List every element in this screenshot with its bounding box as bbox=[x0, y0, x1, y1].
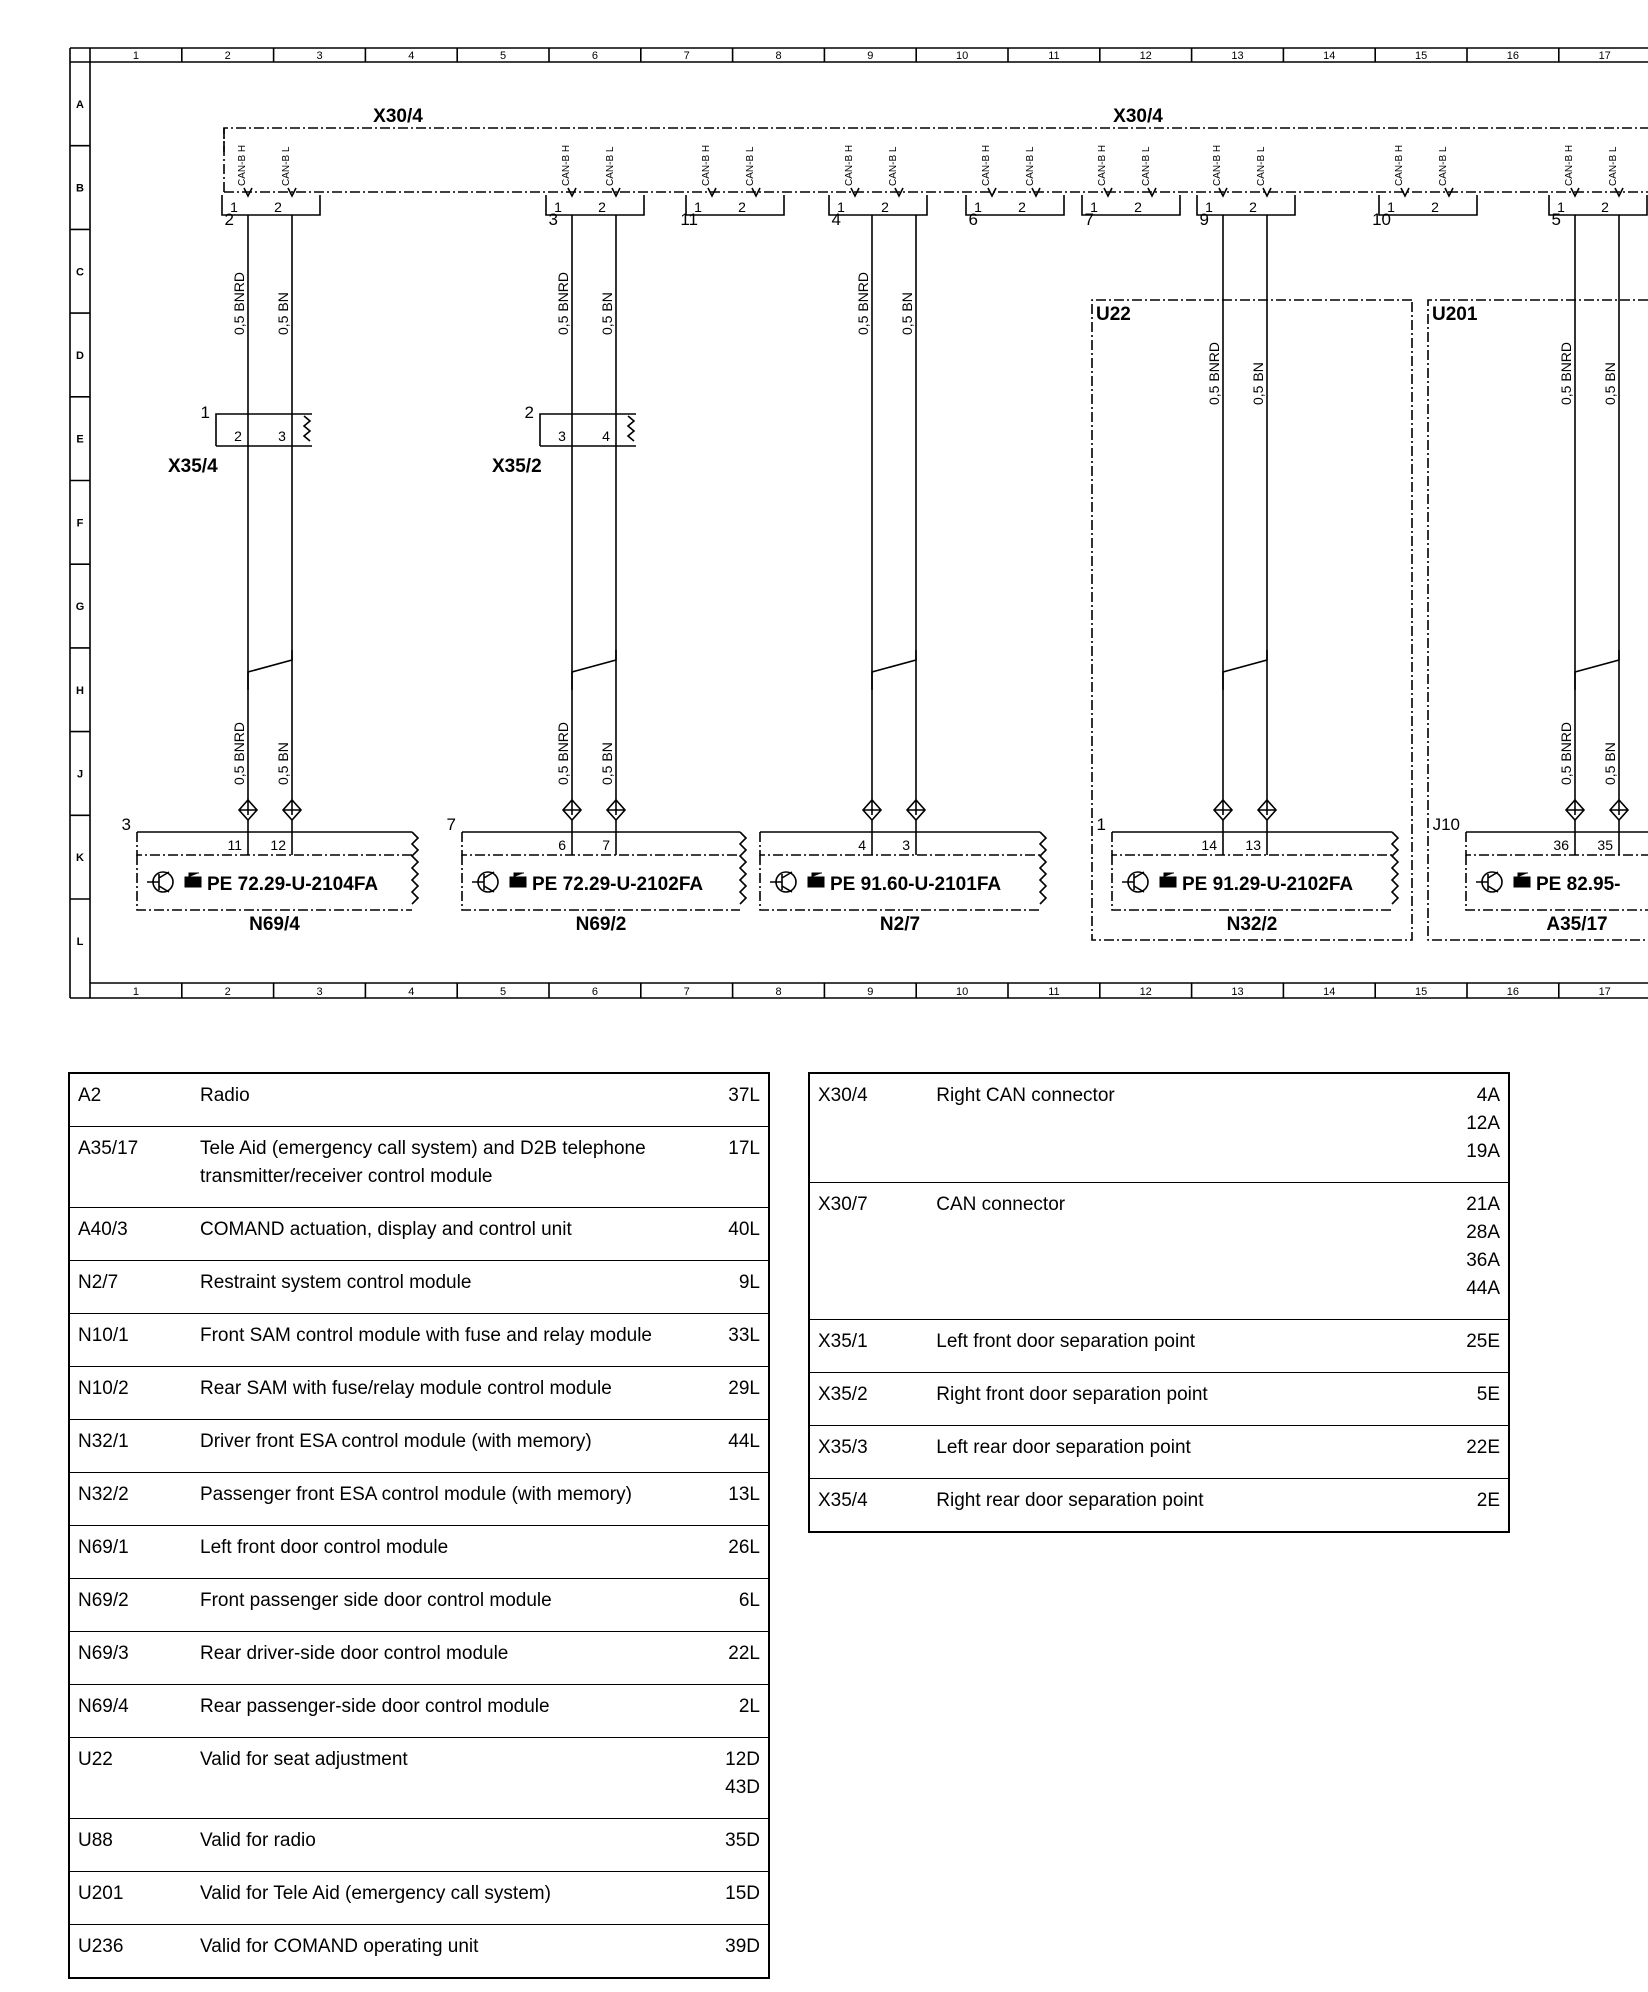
connector-position-number: 10 bbox=[1372, 210, 1391, 229]
grid-column-label: 17 bbox=[1598, 50, 1611, 62]
connector-position-number: 7 bbox=[1084, 210, 1094, 229]
connector-pin-number: 1 bbox=[1205, 199, 1213, 215]
grid-column-label: 7 bbox=[683, 986, 690, 998]
grid-column-label: 14 bbox=[1323, 50, 1336, 62]
legend-row bbox=[69, 1819, 769, 1872]
legend-reference: 37L bbox=[694, 1073, 769, 1127]
connector-label: X30/4 bbox=[373, 106, 423, 127]
legend-row bbox=[809, 1373, 1509, 1426]
legend-description: Tele Aid (emergency call system) and D2B telephone transmitter/receiver control module bbox=[194, 1127, 694, 1208]
legend-reference: 5E bbox=[1436, 1373, 1509, 1426]
connector-pin-number: 1 bbox=[230, 199, 238, 215]
grid-column-label: 15 bbox=[1414, 50, 1428, 62]
pointer-hand-icon bbox=[1160, 873, 1176, 887]
legend-code: U22 bbox=[69, 1738, 194, 1819]
grid-row-label: K bbox=[76, 852, 84, 865]
connector-position-number: 6 bbox=[968, 210, 978, 229]
legend-code: X30/4 bbox=[809, 1073, 930, 1183]
wire-twist-mark bbox=[872, 650, 916, 690]
legend-reference: 22E bbox=[1436, 1426, 1509, 1479]
module-number: J10 bbox=[1432, 815, 1460, 834]
grid-column-label: 14 bbox=[1323, 986, 1336, 998]
grid-column-label: 9 bbox=[867, 50, 874, 62]
connector-pin-number: 2 bbox=[1134, 199, 1142, 215]
wire-label-top: 0,5 BN bbox=[1250, 362, 1266, 405]
legend-reference: 2L bbox=[694, 1685, 769, 1738]
legend-code: A40/3 bbox=[69, 1208, 194, 1261]
grid-column-label: 9 bbox=[867, 986, 874, 998]
connector-pin-group bbox=[680, 145, 784, 229]
legend-description: Right front door separation point bbox=[930, 1373, 1435, 1426]
pointer-hand-icon bbox=[510, 873, 526, 887]
wire-label-bottom: 0,5 BNRD bbox=[1558, 721, 1574, 785]
wire-label-top: 0,5 BN bbox=[1602, 362, 1618, 405]
connector-pin-name: CAN-B H bbox=[701, 144, 712, 186]
connector-pin-group bbox=[222, 145, 320, 229]
connector-pin-number: 2 bbox=[738, 199, 746, 215]
connector-pin-name: CAN-B H bbox=[844, 144, 855, 186]
module-pin-number: 13 bbox=[1245, 837, 1261, 853]
connector-pin-name: CAN-B L bbox=[605, 146, 616, 186]
validity-box-label: U201 bbox=[1432, 304, 1478, 325]
transistor-icon-detail bbox=[1476, 872, 1498, 892]
separation-pin: 2 bbox=[234, 428, 242, 444]
separation-point-frame bbox=[540, 414, 636, 446]
wire-label-bottom: 0,5 BN bbox=[599, 742, 615, 785]
legend-description: Radio bbox=[194, 1073, 694, 1127]
legend-description: Right rear door separation point bbox=[930, 1479, 1435, 1533]
legend-description: Passenger front ESA control module (with memory) bbox=[194, 1473, 694, 1526]
module-reference: PE 91.60-U-2101FA bbox=[830, 874, 1002, 895]
grid-column-label: 6 bbox=[591, 50, 598, 62]
legend-description: Valid for radio bbox=[194, 1819, 694, 1872]
legend-code: N69/4 bbox=[69, 1685, 194, 1738]
connector-position-number: 11 bbox=[680, 210, 698, 229]
legend-description: Restraint system control module bbox=[194, 1261, 694, 1314]
legend-reference: 25E bbox=[1436, 1320, 1509, 1373]
legend-row bbox=[69, 1420, 769, 1473]
connector-pin-name: CAN-B L bbox=[888, 146, 899, 186]
legend-code: N69/3 bbox=[69, 1632, 194, 1685]
legend-code: X35/4 bbox=[809, 1479, 930, 1533]
connector-position-number: 4 bbox=[831, 210, 841, 229]
grid-row-label: B bbox=[76, 182, 84, 195]
legend-row bbox=[809, 1073, 1509, 1183]
legend-row bbox=[69, 1579, 769, 1632]
legend-description: Left rear door separation point bbox=[930, 1426, 1435, 1479]
connector-pin-number: 2 bbox=[274, 199, 282, 215]
legend-code: A35/17 bbox=[69, 1127, 194, 1208]
wire-pair bbox=[1558, 215, 1628, 820]
connector-pin-number: 1 bbox=[554, 199, 562, 215]
legend-row bbox=[69, 1685, 769, 1738]
connector-pin-name: CAN-B H bbox=[237, 144, 248, 186]
module-pin-number: 6 bbox=[558, 837, 566, 853]
connector-x30-4 bbox=[222, 106, 1648, 229]
connector-pin-name: CAN-B H bbox=[561, 144, 572, 186]
separation-point-label: X35/2 bbox=[492, 456, 542, 477]
pointer-hand-icon bbox=[1514, 873, 1530, 887]
connector-pin-name: CAN-B L bbox=[281, 146, 292, 186]
wire-label-bottom: 0,5 BNRD bbox=[555, 721, 571, 785]
connector-label: X30/4 bbox=[1113, 106, 1163, 127]
legend-description: Valid for Tele Aid (emergency call system) bbox=[194, 1872, 694, 1925]
connector-pin-number: 1 bbox=[1090, 199, 1098, 215]
grid-column-label: 11 bbox=[1048, 986, 1060, 998]
transistor-icon-detail bbox=[472, 872, 494, 892]
module-pin-number: 35 bbox=[1597, 837, 1613, 853]
legend-description: Left front door separation point bbox=[930, 1320, 1435, 1373]
connector-position-number: 2 bbox=[224, 210, 234, 229]
grid-column-label: 1 bbox=[132, 50, 139, 62]
grid-column-label: 6 bbox=[591, 986, 598, 998]
pointer-hand-icon bbox=[185, 873, 201, 887]
wire-label-top: 0,5 BNRD bbox=[1206, 341, 1222, 405]
module-pin-number: 4 bbox=[858, 837, 866, 853]
connector-pin-group bbox=[1372, 145, 1477, 229]
separation-pin: 3 bbox=[558, 428, 566, 444]
wire-label-bottom: 0,5 BNRD bbox=[231, 721, 247, 785]
wire-pair bbox=[231, 215, 301, 820]
legend-row bbox=[809, 1183, 1509, 1320]
legend-row bbox=[69, 1872, 769, 1925]
grid-column-label: 5 bbox=[500, 986, 507, 998]
wire-label-bottom: 0,5 BN bbox=[275, 742, 291, 785]
module-pin-number: 14 bbox=[1201, 837, 1217, 853]
wire-label-top: 0,5 BN bbox=[599, 292, 615, 335]
legend-description: CAN connector bbox=[930, 1183, 1435, 1320]
module-zigzag bbox=[1392, 832, 1398, 904]
transistor-icon-detail bbox=[770, 872, 792, 892]
connector-pin-mark bbox=[1263, 188, 1271, 196]
module-reference: PE 91.29-U-2102FA bbox=[1182, 874, 1354, 895]
module-name: N32/2 bbox=[1226, 914, 1278, 935]
legend-description: COMAND actuation, display and control unit bbox=[194, 1208, 694, 1261]
legend-reference: 21A 28A 36A 44A bbox=[1436, 1183, 1509, 1320]
control-module bbox=[760, 820, 1046, 935]
legend-description: Rear passenger-side door control module bbox=[194, 1685, 694, 1738]
connector-pin-mark bbox=[1401, 188, 1409, 196]
legend-row bbox=[69, 1632, 769, 1685]
legend-description: Rear driver-side door control module bbox=[194, 1632, 694, 1685]
connector-pin-name: CAN-B L bbox=[1256, 146, 1267, 186]
legend-code: X35/3 bbox=[809, 1426, 930, 1479]
connector-pin-number: 1 bbox=[1557, 199, 1565, 215]
legend-reference: 15D bbox=[694, 1872, 769, 1925]
module-zigzag bbox=[412, 832, 418, 904]
legend-code: N2/7 bbox=[69, 1261, 194, 1314]
grid-column-label: 2 bbox=[224, 50, 231, 62]
legend-description: Rear SAM with fuse/relay module control module bbox=[194, 1367, 694, 1420]
grid-row-label: J bbox=[76, 768, 84, 781]
legend-description: Left front door control module bbox=[194, 1526, 694, 1579]
legend-code: A2 bbox=[69, 1073, 194, 1127]
validity-box-label: U22 bbox=[1096, 304, 1131, 325]
legend-code: N69/1 bbox=[69, 1526, 194, 1579]
control-module bbox=[1433, 815, 1648, 935]
legend-description: Front passenger side door control module bbox=[194, 1579, 694, 1632]
legend-description: Right CAN connector bbox=[930, 1073, 1435, 1183]
legend-reference: 22L bbox=[694, 1632, 769, 1685]
grid-column-label: 10 bbox=[955, 50, 969, 62]
legend-description: Driver front ESA control module (with memory) bbox=[194, 1420, 694, 1473]
transistor-icon-detail bbox=[1122, 872, 1144, 892]
legend-reference: 9L bbox=[694, 1261, 769, 1314]
connector-pin-name: CAN-B H bbox=[1564, 144, 1575, 186]
legend-row bbox=[69, 1073, 769, 1127]
connector-pin-group bbox=[1197, 145, 1295, 229]
module-number: 3 bbox=[121, 815, 131, 834]
legend-row bbox=[69, 1314, 769, 1367]
separation-point bbox=[168, 403, 312, 477]
wire-label-top: 0,5 BNRD bbox=[1558, 341, 1574, 405]
grid-column-label: 12 bbox=[1139, 50, 1152, 62]
module-outline-top bbox=[760, 832, 1040, 855]
legend-reference: 13L bbox=[694, 1473, 769, 1526]
modules-layer bbox=[122, 815, 1648, 935]
separation-zigzag bbox=[628, 416, 634, 441]
grid-row-label: D bbox=[76, 349, 84, 362]
grid-column-label: 8 bbox=[775, 986, 782, 998]
grid-column-label: 16 bbox=[1506, 50, 1520, 62]
legend-reference: 26L bbox=[694, 1526, 769, 1579]
legend-reference: 17L bbox=[694, 1127, 769, 1208]
grid-row-label: H bbox=[76, 684, 84, 697]
legend-row bbox=[809, 1320, 1509, 1373]
separation-zigzag bbox=[304, 416, 310, 441]
module-reference: PE 82.95- bbox=[1536, 874, 1621, 895]
connector-pin-name: CAN-B L bbox=[1608, 146, 1619, 186]
grid-column-label: 5 bbox=[500, 50, 507, 62]
connector-pin-name: CAN-B L bbox=[1438, 146, 1449, 186]
connector-position-number: 5 bbox=[1551, 210, 1561, 229]
legend-table-connectors bbox=[808, 1072, 1510, 1533]
connector-pin-number: 2 bbox=[1431, 199, 1439, 215]
separation-pin: 4 bbox=[602, 428, 610, 444]
legend-reference: 44L bbox=[694, 1420, 769, 1473]
legend-reference: 39D bbox=[694, 1925, 769, 1979]
wire-pair bbox=[1206, 215, 1276, 820]
module-number: 7 bbox=[446, 815, 456, 834]
module-name: N69/4 bbox=[249, 914, 300, 935]
grid-row-label: C bbox=[76, 266, 84, 279]
legend-row bbox=[69, 1738, 769, 1819]
grid-column-label: 13 bbox=[1231, 50, 1244, 62]
connector-pin-number: 1 bbox=[694, 199, 702, 215]
legend-description: Valid for COMAND operating unit bbox=[194, 1925, 694, 1979]
legend-code: N32/1 bbox=[69, 1420, 194, 1473]
connector-pin-name: CAN-B H bbox=[981, 144, 992, 186]
grid-column-label: 17 bbox=[1598, 986, 1611, 998]
connector-pin-name: CAN-B L bbox=[1025, 146, 1036, 186]
module-zigzag bbox=[740, 832, 746, 904]
connector-pin-number: 1 bbox=[974, 199, 982, 215]
legend-reference: 35D bbox=[694, 1819, 769, 1872]
legend-reference: 40L bbox=[694, 1208, 769, 1261]
control-module bbox=[1097, 815, 1398, 935]
legend-row bbox=[69, 1526, 769, 1579]
grid-column-label: 4 bbox=[408, 986, 415, 998]
connector-pin-group bbox=[966, 145, 1064, 229]
module-pin-number: 7 bbox=[602, 837, 610, 853]
legend-description: Valid for seat adjustment bbox=[194, 1738, 694, 1819]
wire-label-top: 0,5 BNRD bbox=[855, 271, 871, 335]
grid-row-label: G bbox=[75, 601, 85, 614]
legend-code: X35/2 bbox=[809, 1373, 930, 1426]
separation-point-frame bbox=[216, 414, 312, 446]
legend-code: N32/2 bbox=[69, 1473, 194, 1526]
connector-position-number: 9 bbox=[1199, 210, 1209, 229]
legend-code: X30/7 bbox=[809, 1183, 930, 1320]
connector-pin-mark bbox=[988, 188, 996, 196]
connector-pin-number: 2 bbox=[881, 199, 889, 215]
grid-column-label: 2 bbox=[224, 986, 231, 998]
legend-reference: 2E bbox=[1436, 1479, 1509, 1533]
connector-pin-group bbox=[1082, 145, 1180, 229]
connector-pin-name: CAN-B H bbox=[1212, 144, 1223, 186]
wire-label-top: 0,5 BNRD bbox=[231, 271, 247, 335]
legend-row bbox=[69, 1127, 769, 1208]
legend-row bbox=[809, 1479, 1509, 1533]
module-pin-number: 36 bbox=[1553, 837, 1569, 853]
grid-column-label: 3 bbox=[316, 50, 323, 62]
connector-pin-group bbox=[1549, 145, 1647, 229]
legend-code: U236 bbox=[69, 1925, 194, 1979]
module-pin-number: 12 bbox=[270, 837, 286, 853]
connector-pin-name: CAN-B H bbox=[1097, 144, 1108, 186]
legend-reference: 4A 12A 19A bbox=[1436, 1073, 1509, 1183]
transistor-icon-detail bbox=[147, 872, 169, 892]
wire-label-top: 0,5 BNRD bbox=[555, 271, 571, 335]
wire-twist-mark bbox=[1575, 650, 1619, 690]
grid-column-label: 3 bbox=[316, 986, 323, 998]
module-reference: PE 72.29-U-2102FA bbox=[532, 874, 704, 895]
legend-reference: 29L bbox=[694, 1367, 769, 1420]
grid-column-label: 10 bbox=[955, 986, 969, 998]
legend-row bbox=[69, 1473, 769, 1526]
wire-twist-mark bbox=[572, 650, 616, 690]
legend-description: Front SAM control module with fuse and relay module bbox=[194, 1314, 694, 1367]
wire-twist-mark bbox=[248, 650, 292, 690]
grid-column-label: 13 bbox=[1231, 986, 1244, 998]
separation-point-number: 2 bbox=[524, 403, 534, 422]
legend-row bbox=[809, 1426, 1509, 1479]
connector-pin-number: 1 bbox=[837, 199, 845, 215]
connector-pin-name: CAN-B L bbox=[1141, 146, 1152, 186]
connector-pin-group bbox=[829, 145, 927, 229]
legend-row bbox=[69, 1367, 769, 1420]
grid-column-label: 1 bbox=[132, 986, 139, 998]
separation-point bbox=[492, 403, 636, 477]
connector-pin-name: CAN-B L bbox=[745, 146, 756, 186]
module-pin-number: 3 bbox=[902, 837, 910, 853]
legend-reference: 6L bbox=[694, 1579, 769, 1632]
legend-code: N10/1 bbox=[69, 1314, 194, 1367]
connector-pin-number: 2 bbox=[598, 199, 606, 215]
module-name: N2/7 bbox=[879, 914, 921, 935]
control-module bbox=[447, 815, 746, 935]
separation-point-number: 1 bbox=[200, 403, 210, 422]
legend-reference: 33L bbox=[694, 1314, 769, 1367]
separation-point-label: X35/4 bbox=[168, 456, 218, 477]
connector-pin-number: 2 bbox=[1018, 199, 1026, 215]
connector-outline-top bbox=[224, 128, 1648, 152]
legend-row bbox=[69, 1925, 769, 1979]
module-reference: PE 72.29-U-2104FA bbox=[207, 874, 379, 895]
grid-column-label: 15 bbox=[1414, 986, 1428, 998]
legend-code: N69/2 bbox=[69, 1579, 194, 1632]
grid-column-label: 12 bbox=[1139, 986, 1152, 998]
module-name: A35/17 bbox=[1546, 914, 1608, 935]
grid-column-label: 8 bbox=[775, 50, 782, 62]
wire-label-top: 0,5 BN bbox=[275, 292, 291, 335]
grid-column-label: 4 bbox=[408, 50, 415, 62]
connector-pin-group bbox=[546, 145, 644, 229]
grid-column-label: 11 bbox=[1048, 50, 1060, 62]
control-module bbox=[122, 815, 418, 935]
legend-row bbox=[69, 1208, 769, 1261]
grid-row-label: L bbox=[76, 935, 84, 948]
grid-row-label: E bbox=[76, 433, 84, 446]
module-outline-top bbox=[462, 832, 740, 855]
module-number: 1 bbox=[1096, 815, 1106, 834]
module-name: N69/2 bbox=[575, 914, 627, 935]
grid-column-label: 16 bbox=[1506, 986, 1520, 998]
pointer-hand-icon bbox=[808, 873, 824, 887]
connector-pin-number: 1 bbox=[1387, 199, 1395, 215]
separation-pin: 3 bbox=[278, 428, 286, 444]
module-pin-number: 11 bbox=[227, 837, 242, 853]
legend-code: X35/1 bbox=[809, 1320, 930, 1373]
connector-pin-number: 2 bbox=[1601, 199, 1609, 215]
grid-row-label: F bbox=[76, 517, 84, 530]
legend-reference: 12D 43D bbox=[694, 1738, 769, 1819]
wire-label-bottom: 0,5 BN bbox=[1602, 742, 1618, 785]
connector-position-number: 3 bbox=[548, 210, 558, 229]
wire-pair bbox=[555, 215, 625, 820]
connector-pin-name: CAN-B H bbox=[1394, 144, 1405, 186]
legend-code: U88 bbox=[69, 1819, 194, 1872]
legend-code: N10/2 bbox=[69, 1367, 194, 1420]
wire-label-top: 0,5 BN bbox=[899, 292, 915, 335]
module-zigzag bbox=[1040, 832, 1046, 904]
legend-row bbox=[69, 1261, 769, 1314]
legend-code: U201 bbox=[69, 1872, 194, 1925]
grid-row-label: A bbox=[76, 98, 84, 111]
connector-pin-number: 2 bbox=[1249, 199, 1257, 215]
grid-column-label: 7 bbox=[683, 50, 690, 62]
legend-table-components bbox=[68, 1072, 770, 1979]
wire-pair bbox=[855, 215, 925, 820]
wire-twist-mark bbox=[1223, 650, 1267, 690]
